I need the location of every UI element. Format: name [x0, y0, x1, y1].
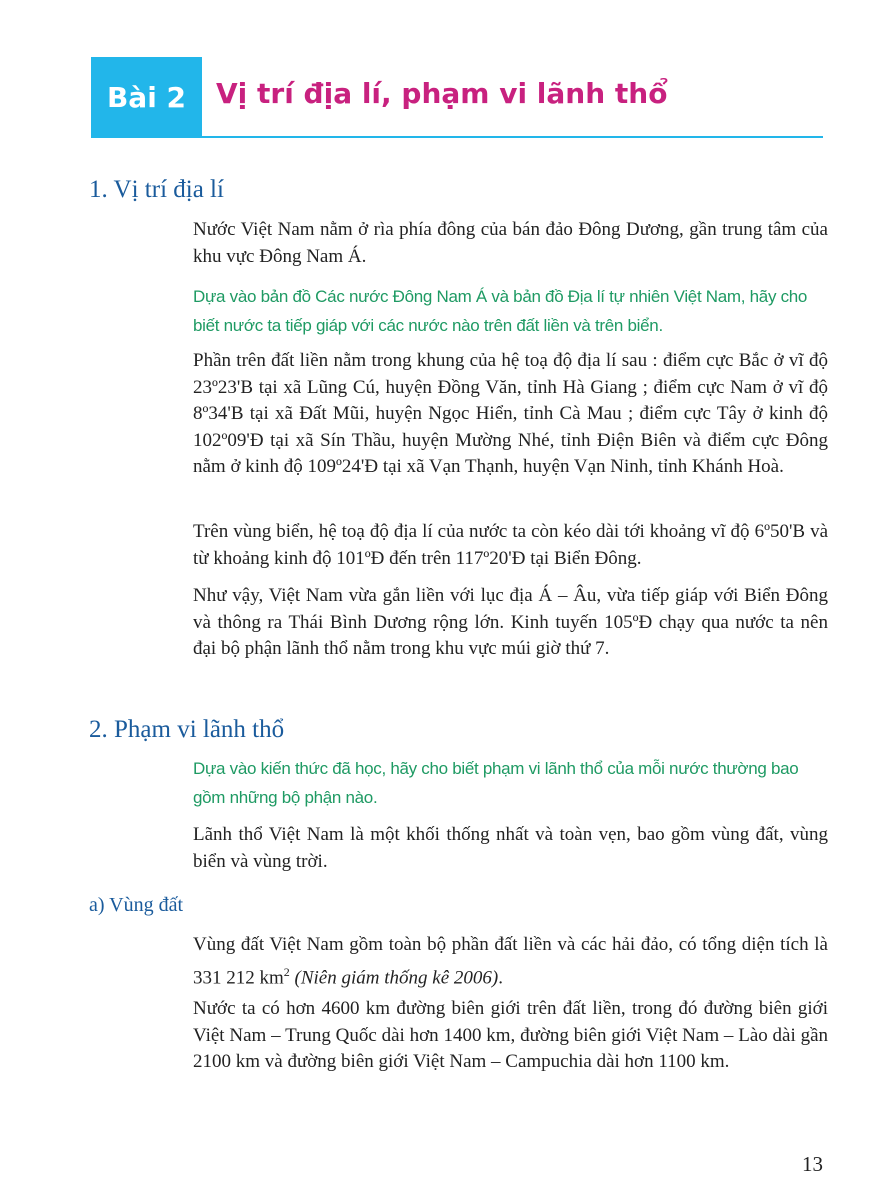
subsection-a-heading: a) Vùng đất [89, 894, 184, 916]
section-2-heading: 2. Phạm vi lãnh thổ [89, 716, 285, 743]
section-1-paragraph-2: Phần trên đất liền nằm trong khung của hệ toạ độ địa lí sau : điểm cực Bắc ở vĩ độ 23º23'B tại xã Lũng Cú, huyện Đồng Văn, tỉnh Hà Giang ; điểm cực Nam ở vĩ độ 8º34'B tại xã Đất Mũi, huyện Ngọc Hiển, tỉnh Cà Mau ; điểm cực Tây ở kinh độ 102º09'Đ tại xã Sín Thầu, huyện Mường Nhé, tỉnh Điện Biên và điểm cực Đông nằm ở kinh độ 109º24'Đ tại xã Vạn Thạnh, huyện Vạn Ninh, tỉnh Khánh Hoà. [193, 350, 828, 477]
lesson-header [91, 57, 823, 138]
section-2-paragraph-1: Lãnh thổ Việt Nam là một khối thống nhất và toàn vẹn, bao gồm vùng đất, vùng biển và vùng trời. [193, 824, 828, 872]
section-2-question: Dựa vào kiến thức đã học, hãy cho biết phạm vi lãnh thổ của mỗi nước thường bao gồm những bộ phận nào. [193, 759, 799, 807]
land-area-text: Vùng đất Việt Nam gồm toàn bộ phần đất liền và các hải đảo, có tổng diện tích là 331 212 km [193, 934, 828, 988]
section-1-heading: 1. Vị trí địa lí [89, 176, 224, 203]
section-1-paragraph-3: Trên vùng biển, hệ toạ độ địa lí của nước ta còn kéo dài tới khoảng vĩ độ 6º50'B và từ khoảng kinh độ 101ºĐ đến trên 117º20'Đ tại Biển Đông. [193, 521, 828, 569]
section-1-paragraph-4: Như vậy, Việt Nam vừa gắn liền với lục địa Á – Âu, vừa tiếp giáp với Biển Đông và thông ra Thái Bình Dương rộng lớn. Kinh tuyến 105ºĐ chạy qua nước ta nên đại bộ phận lãnh thổ nằm trong khu vực múi giờ thứ 7. [193, 585, 828, 659]
header-divider [202, 136, 823, 138]
section-1-paragraph-1: Nước Việt Nam nằm ở rìa phía đông của bán đảo Đông Dương, gần trung tâm của khu vực Đông Nam Á. [193, 219, 828, 267]
statistics-source: (Niên giám thống kê 2006) [294, 966, 499, 988]
page-number: 13 [802, 1152, 823, 1176]
area-unit-superscript: 2 [283, 964, 290, 979]
subsection-a-paragraph-1 [193, 932, 828, 991]
lesson-badge: Bài 2 [91, 57, 202, 138]
sentence-end: . [498, 966, 503, 988]
section-1-question: Dựa vào bản đồ Các nước Đông Nam Á và bản đồ Địa lí tự nhiên Việt Nam, hãy cho biết nước ta tiếp giáp với các nước nào trên đất liền và trên biển. [193, 287, 808, 335]
lesson-title: Vị trí địa lí, phạm vi lãnh thổ [216, 77, 668, 110]
subsection-a-paragraph-2: Nước ta có hơn 4600 km đường biên giới trên đất liền, trong đó đường biên giới Việt Nam – Trung Quốc dài hơn 1400 km, đường biên giới Việt Nam – Lào dài gần 2100 km và đường biên giới Việt Nam – Campuchia dài hơn 1100 km. [193, 998, 828, 1072]
